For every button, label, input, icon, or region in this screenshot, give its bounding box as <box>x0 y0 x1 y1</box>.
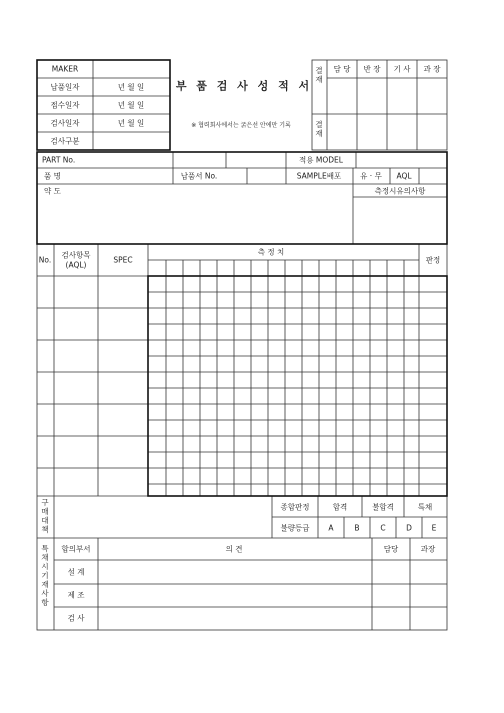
partner-note: ※ 협력회사에서는 굵은선 안에만 기록 <box>191 122 291 129</box>
approval-role-4: 과 장 <box>423 64 441 74</box>
overall-judgement-label: 종합판정 <box>280 502 310 512</box>
judgement-header: 판정 <box>425 255 441 265</box>
inspection-date-label: 검사일자 <box>50 118 80 128</box>
item-name-label: 품 명 <box>44 171 61 181</box>
aql-label: AQL <box>396 171 412 181</box>
inspection-date-field[interactable]: 년 월 일 <box>117 118 145 128</box>
no-header: No. <box>38 255 52 265</box>
main-body <box>37 152 447 630</box>
aql-sub-header: (AQL) <box>65 260 87 270</box>
check-label: 결재 <box>315 120 323 138</box>
grade-c[interactable]: C <box>380 523 386 533</box>
receipt-date-label: 접수일자 <box>50 100 80 110</box>
approval-role-1: 담 당 <box>333 64 351 74</box>
approval-box <box>312 60 447 150</box>
approval-role-2: 반 장 <box>363 64 381 74</box>
charge-header: 담당 <box>383 544 399 554</box>
manufacture-row-label: 제 조 <box>67 590 85 600</box>
approval-label: 결재 <box>315 66 323 84</box>
grade-a[interactable]: A <box>328 523 334 533</box>
dept-header: 합의부서 <box>61 544 91 554</box>
special-option[interactable]: 특채 <box>417 502 433 512</box>
delivery-date-field[interactable]: 년 월 일 <box>117 82 145 92</box>
maker-label: MAKER <box>51 64 79 74</box>
grade-b[interactable]: B <box>354 523 360 533</box>
opinion-header: 의 견 <box>225 544 243 554</box>
purchase-measures-label: 구매대책 <box>41 498 49 534</box>
part-no-label: PART No. <box>42 155 76 165</box>
defect-label: 유 · 무 <box>360 171 382 181</box>
delivery-no-label: 납품서 No. <box>180 171 218 181</box>
inspection-item-header: 검사항목 <box>61 250 91 260</box>
design-row-label: 설 계 <box>67 567 85 577</box>
defect-grade-label: 불량등급 <box>280 523 310 533</box>
receipt-date-field[interactable]: 년 월 일 <box>117 100 145 110</box>
pass-option[interactable]: 합격 <box>332 502 348 512</box>
applied-model-label: 적용 MODEL <box>299 155 343 165</box>
inspection-row-label: 검 사 <box>67 613 85 623</box>
grade-e[interactable]: E <box>431 523 437 533</box>
manager-header: 과장 <box>420 544 436 554</box>
approval-role-3: 기 사 <box>393 64 411 74</box>
drawing-label: 약 도 <box>44 186 61 196</box>
delivery-date-label: 납품일자 <box>50 82 80 92</box>
page-title: 부 품 검 사 성 적 서 <box>175 79 313 93</box>
measured-values-header: 측 정 치 <box>257 247 285 257</box>
fail-option[interactable]: 불합격 <box>372 502 394 512</box>
inspection-type-label: 검사구분 <box>50 136 80 146</box>
measure-note-label: 측정시유의사항 <box>374 186 426 196</box>
sample-size-label: SAMPLE배포 <box>296 171 342 181</box>
special-label: 특채시 기재사항 <box>41 544 49 607</box>
spec-header: SPEC <box>113 255 133 265</box>
grade-d[interactable]: D <box>406 523 412 533</box>
